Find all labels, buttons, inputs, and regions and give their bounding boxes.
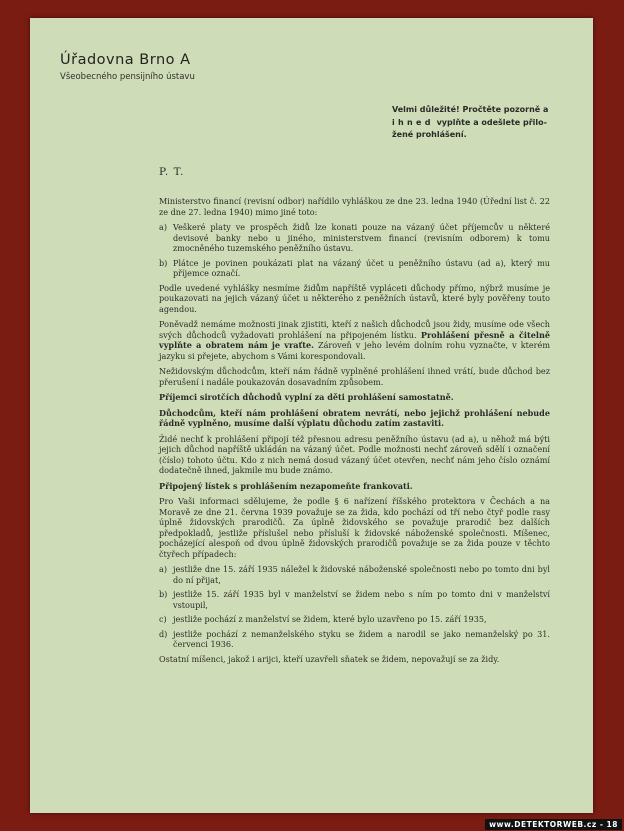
list-item	[159, 614, 550, 625]
list-marker: a)	[159, 564, 167, 574]
notice-line-2	[392, 117, 570, 130]
list-item	[159, 564, 550, 585]
site-watermark: www.DETEKTORWEB.cz - 18	[485, 819, 622, 830]
list-item	[159, 258, 550, 279]
paragraph-declaration	[159, 319, 550, 361]
letter-body	[159, 196, 550, 669]
important-notice	[392, 104, 570, 142]
office-title: Úřadovna Brno A	[60, 52, 191, 68]
declaration-text-a: Poněvadž nemáme možnosti jinak zjistiti, kteří z našich důchodců jsou židy, musíme ode všech svých důchodců vyžadovati prohlášení na připojeném lístku.	[159, 319, 550, 340]
list-item	[159, 222, 550, 254]
list-item-text: jestliže pochází z manželství se židem, které bylo uzavřeno po 15. září 1935,	[173, 614, 487, 624]
notice-line-2-rest: vyplňte a odešlete přilo-	[433, 117, 547, 127]
list-marker: b)	[159, 257, 168, 268]
paragraph-postage: Připojený lístek s prohlášením nezapomeňte frankovati.	[159, 480, 413, 491]
decree-list	[159, 222, 550, 279]
notice-line-3: žené prohlášení.	[392, 130, 467, 139]
list-item-text: Plátce je povinen poukázati plat na vázaný účet u peněžního ústavu (ad a), který mu příjemce označí.	[173, 257, 550, 278]
document-page	[30, 18, 593, 813]
paragraph-non-jewish: Nežidovským důchodcům, kteří nám řádně vyplněné prohlášení ihned vrátí, bude důchod bez přerušení i nadále poukazován dosavadním způsobem.	[159, 366, 550, 387]
paragraph-bank-address: Židé nechť k prohlášení připojí též přesnou adresu peněžního ústavu (ad a), u něhož má býti jejich důchod napříště ukládán na vázaný účet. Podle možnosti nechť zároveň sdělí i označení (číslo) tohoto účtu. Kdo z nich nemá dosud vázaný účet otevřen, nechť nám jeho číslo oznámí dodatečně ihned, jakmile mu bude známo.	[159, 433, 550, 475]
cases-list	[159, 564, 550, 650]
declaration-text-bold: Prohlášení přesně a čitelně vyplňte a obratem nám je vraťte.	[159, 329, 551, 350]
notice-emphasis: ihned	[392, 117, 434, 127]
paragraph-definition: Pro Vaši informaci sdělujeme, že podle § 6 nařízení říšského protektora v Čechách a na Moravě ze dne 21. června 1939 považuje se za žida, kdo pochází od tří nebo čtyř podle rasy úplně židovských prarodičů. Za úplně židovského se považuje prarodič bez dalších předpokladů, jestliže příslušel nebo přísluší k židovské náboženské společnosti. Míšenec, pocházející alespoň od dvou úplně židovských prarodičů považuje se za žida pouze v těchto čtyřech případech:	[159, 496, 550, 559]
list-item-text: jestliže dne 15. září 1935 náležel k židovské náboženské společnosti nebo po tomto dni byl do ní přijat,	[173, 564, 550, 585]
salutation: P. T.	[159, 166, 185, 178]
list-item	[159, 589, 550, 610]
list-item	[159, 629, 550, 650]
list-marker: d)	[159, 628, 168, 639]
list-item-text: jestliže pochází z nemanželského styku se židem a narodil se jako nemanželský po 31. červenci 1936.	[173, 628, 550, 649]
notice-line-1: Velmi důležité! Pročtěte pozorně a	[392, 105, 549, 114]
declaration-text-c: Zároveň v jeho levém dolním rohu vyznačte, v kterém jazyku si přejete, abychom s Vámi korespondovali.	[159, 340, 550, 361]
list-item-text: jestliže 15. září 1935 byl v manželství se židem nebo s ním po tomto dni v manželství vstoupil,	[173, 589, 550, 610]
paragraph-accounts: Podle uvedené vyhlášky nesmíme židům napříště vypláceti důchody přímo, nýbrž musíme je poukazovati na jejich vázaný účet u některého z peněžních ústavů, které byly pověřeny touto agendou.	[159, 282, 550, 314]
list-marker: b)	[159, 589, 168, 599]
list-item-text: Veškeré platy ve prospěch židů lze konati pouze na vázaný účet příjemcův u některé devisové banky nebo u jiného, ministerstvem financí (revisním odborem) k tomu zmocněného tuzemského peněžního ústavu.	[173, 222, 550, 253]
list-marker: a)	[159, 222, 167, 232]
paragraph-orphans: Příjemci sirotčích důchodů vyplní za děti prohlášení samostatně.	[159, 392, 454, 402]
paragraph-closing: Ostatní míšenci, jakož i arijci, kteří uzavřeli sňatek se židem, nepovažují se za židy.	[159, 653, 500, 664]
paragraph-decree: Ministerstvo financí (revisní odbor) nařídilo vyhláškou ze dne 23. ledna 1940 (Úřední list č. 22 ze dne 27. ledna 1940) mimo jiné toto:	[159, 196, 550, 217]
list-marker: c)	[159, 614, 167, 624]
office-subtitle: Všeobecného pensijního ústavu	[60, 72, 195, 82]
letterhead	[60, 52, 195, 82]
paragraph-suspension: Důchodcům, kteří nám prohlášení obratem nevrátí, nebo jejichž prohlášení nebude řádně vyplněno, musíme další výplatu důchodu zatím zastaviti.	[159, 407, 550, 428]
